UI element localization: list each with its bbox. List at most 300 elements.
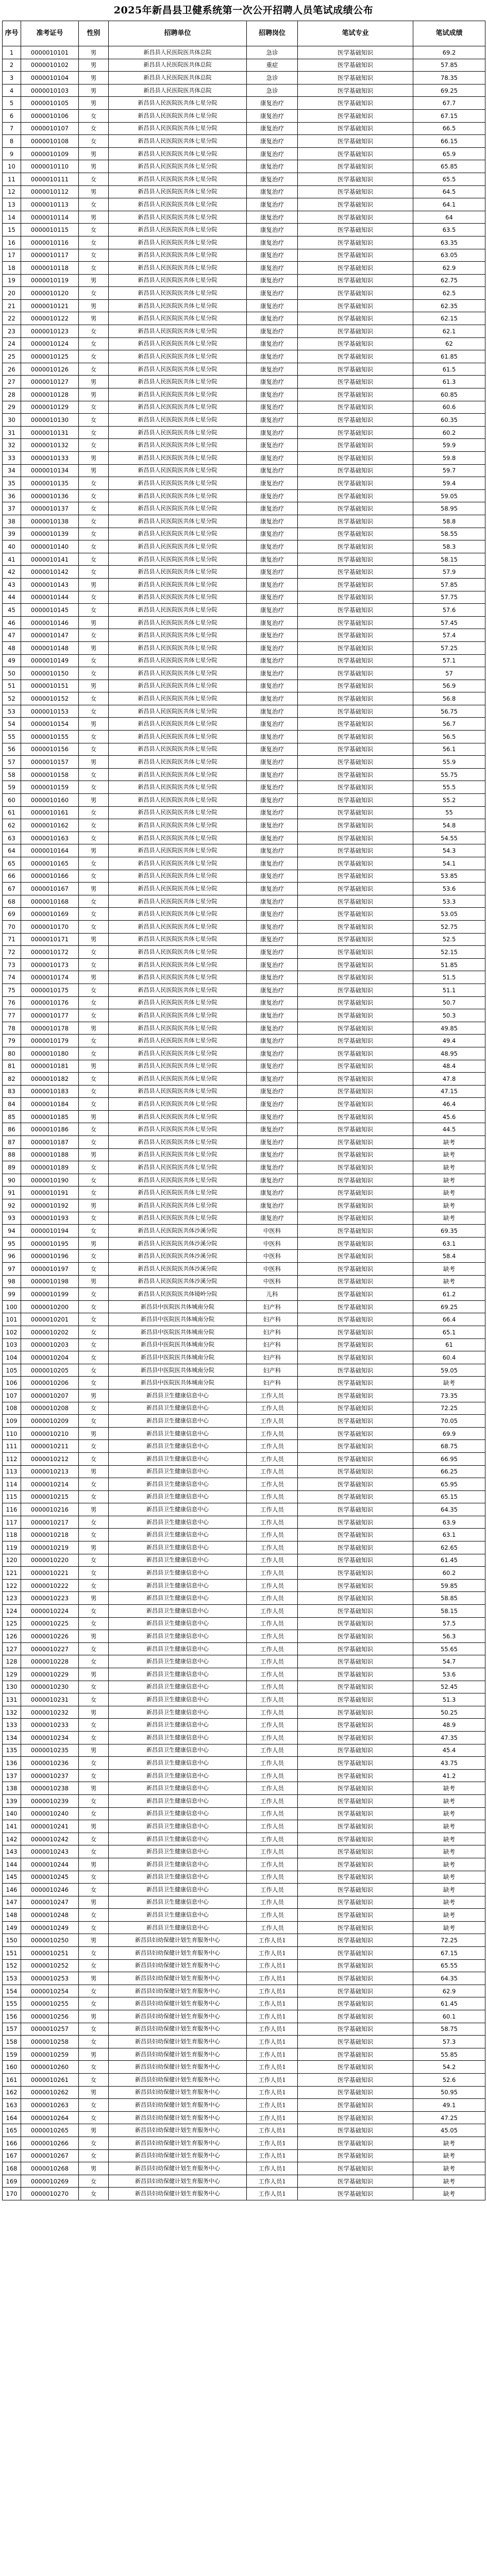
cell-ticket: 0000010102: [21, 59, 79, 72]
cell-gender: 男: [79, 274, 109, 287]
cell-subject: 医学基础知识: [298, 2036, 413, 2048]
cell-score: 43.75: [413, 1757, 485, 1770]
cell-gender: 男: [79, 794, 109, 807]
cell-unit: 新昌县人民医院医共体七星分院: [109, 376, 247, 388]
cell-gender: 女: [79, 1490, 109, 1503]
cell-index: 31: [3, 426, 21, 439]
cell-post: 工作人员1: [247, 1997, 298, 2010]
cell-score: 63.35: [413, 236, 485, 249]
cell-subject: 医学基础知识: [298, 414, 413, 427]
cell-gender: 女: [79, 1452, 109, 1465]
cell-post: 康复治疗: [247, 844, 298, 857]
cell-score: 60.4: [413, 1351, 485, 1364]
cell-subject: 医学基础知识: [298, 1060, 413, 1073]
cell-index: 165: [3, 2124, 21, 2137]
cell-gender: 女: [79, 515, 109, 528]
cell-ticket: 0000010166: [21, 870, 79, 883]
cell-gender: 女: [79, 2099, 109, 2112]
cell-score: 66.4: [413, 1313, 485, 1326]
cell-score: 缺考: [413, 1845, 485, 1858]
cell-subject: 医学基础知识: [298, 122, 413, 135]
cell-post: 工作人员1: [247, 2149, 298, 2162]
cell-score: 51.3: [413, 1693, 485, 1706]
cell-ticket: 0000010215: [21, 1490, 79, 1503]
cell-score: 55: [413, 806, 485, 819]
cell-ticket: 0000010154: [21, 718, 79, 731]
cell-subject: 医学基础知识: [298, 1807, 413, 1820]
cell-post: 康复治疗: [247, 160, 298, 173]
cell-unit: 新昌县人民医院医共体总院: [109, 46, 247, 59]
cell-unit: 新昌县卫生健康信息中心: [109, 1693, 247, 1706]
cell-subject: 医学基础知识: [298, 211, 413, 224]
cell-score: 56.9: [413, 680, 485, 692]
cell-post: 康复治疗: [247, 489, 298, 502]
table-row: [3, 2137, 485, 2149]
cell-ticket: 0000010187: [21, 1136, 79, 1149]
cell-ticket: 0000010147: [21, 629, 79, 642]
cell-score: 57.85: [413, 59, 485, 72]
cell-unit: 新昌县人民医院医共体七星分院: [109, 236, 247, 249]
cell-subject: 医学基础知识: [298, 337, 413, 350]
cell-index: 2: [3, 59, 21, 72]
cell-gender: 男: [79, 1503, 109, 1516]
cell-subject: 医学基础知识: [298, 832, 413, 844]
cell-post: 急诊: [247, 84, 298, 97]
table-row: [3, 2099, 485, 2112]
cell-subject: 医学基础知识: [298, 578, 413, 591]
cell-post: 妇产科: [247, 1351, 298, 1364]
cell-index: 148: [3, 1909, 21, 1922]
cell-index: 34: [3, 464, 21, 477]
table-row: [3, 1617, 485, 1630]
table-row: [3, 984, 485, 996]
cell-ticket: 0000010106: [21, 109, 79, 122]
cell-ticket: 0000010219: [21, 1541, 79, 1554]
cell-index: 169: [3, 2175, 21, 2188]
cell-gender: 男: [79, 1110, 109, 1123]
cell-index: 92: [3, 1199, 21, 1212]
table-row: [3, 515, 485, 528]
cell-gender: 女: [79, 806, 109, 819]
cell-subject: 医学基础知识: [298, 781, 413, 794]
table-row: [3, 1123, 485, 1136]
table-row: [3, 1972, 485, 1985]
cell-post: 工作人员: [247, 1592, 298, 1605]
cell-index: 160: [3, 2061, 21, 2074]
cell-index: 129: [3, 1668, 21, 1681]
cell-subject: 医学基础知识: [298, 1959, 413, 1972]
cell-ticket: 0000010157: [21, 756, 79, 769]
cell-post: 妇产科: [247, 1300, 298, 1313]
cell-score: 65.95: [413, 1478, 485, 1491]
cell-subject: 医学基础知识: [298, 616, 413, 629]
cell-unit: 新昌县卫生健康信息中心: [109, 1389, 247, 1402]
cell-score: 58.85: [413, 1592, 485, 1605]
cell-index: 93: [3, 1212, 21, 1225]
table-row: [3, 312, 485, 325]
cell-index: 170: [3, 2188, 21, 2200]
cell-ticket: 0000010111: [21, 173, 79, 185]
cell-index: 141: [3, 1820, 21, 1833]
cell-ticket: 0000010253: [21, 1972, 79, 1985]
table-row: [3, 1985, 485, 1997]
cell-unit: 新昌县人民医院医共体七星分院: [109, 718, 247, 731]
cell-ticket: 0000010114: [21, 211, 79, 224]
cell-score: 65.85: [413, 160, 485, 173]
cell-index: 55: [3, 731, 21, 743]
cell-ticket: 0000010191: [21, 1187, 79, 1199]
cell-subject: 医学基础知识: [298, 883, 413, 895]
cell-subject: 医学基础知识: [298, 1110, 413, 1123]
cell-ticket: 0000010178: [21, 1022, 79, 1035]
cell-post: 康复治疗: [247, 211, 298, 224]
table-row: [3, 1959, 485, 1972]
cell-score: 缺考: [413, 1794, 485, 1807]
cell-unit: 新昌县人民医院医共体七星分院: [109, 920, 247, 933]
cell-ticket: 0000010141: [21, 553, 79, 566]
table-row: [3, 1642, 485, 1655]
cell-score: 62.65: [413, 1541, 485, 1554]
cell-gender: 男: [79, 2124, 109, 2137]
cell-ticket: 0000010209: [21, 1415, 79, 1428]
cell-unit: 新昌县人民医院医共体七星分院: [109, 147, 247, 160]
cell-unit: 新昌县人民医院医共体七星分院: [109, 1110, 247, 1123]
table-row: [3, 1807, 485, 1820]
cell-unit: 新昌县人民医院医共体七星分院: [109, 743, 247, 756]
cell-post: 急诊: [247, 46, 298, 59]
cell-subject: 医学基础知识: [298, 1858, 413, 1871]
cell-score: 65.5: [413, 173, 485, 185]
cell-unit: 新昌县人民医院医共体七星分院: [109, 198, 247, 211]
cell-post: 康复治疗: [247, 224, 298, 236]
cell-post: 康复治疗: [247, 1174, 298, 1187]
cell-score: 61: [413, 1338, 485, 1351]
cell-post: 工作人员1: [247, 2048, 298, 2061]
cell-index: 130: [3, 1681, 21, 1693]
cell-gender: 男: [79, 2048, 109, 2061]
cell-unit: 新昌县人民医院医共体七星分院: [109, 211, 247, 224]
cell-gender: 女: [79, 1617, 109, 1630]
cell-gender: 女: [79, 1529, 109, 1541]
cell-post: 康复治疗: [247, 933, 298, 946]
cell-post: 工作人员: [247, 1668, 298, 1681]
cell-ticket: 0000010137: [21, 502, 79, 515]
cell-unit: 新昌县人民医院医共体七星分院: [109, 1123, 247, 1136]
cell-unit: 新昌县人民医院医共体沙溪分院: [109, 1237, 247, 1250]
cell-gender: 女: [79, 1288, 109, 1301]
cell-ticket: 0000010125: [21, 350, 79, 363]
cell-subject: 医学基础知识: [298, 1009, 413, 1022]
cell-index: 17: [3, 249, 21, 262]
cell-score: 64: [413, 211, 485, 224]
table-row: [3, 1579, 485, 1592]
cell-ticket: 0000010107: [21, 122, 79, 135]
table-row: [3, 287, 485, 300]
cell-subject: 医学基础知识: [298, 1845, 413, 1858]
cell-post: 工作人员: [247, 1529, 298, 1541]
cell-post: 中医科: [247, 1275, 298, 1288]
cell-gender: 女: [79, 1047, 109, 1060]
cell-ticket: 0000010136: [21, 489, 79, 502]
cell-subject: 医学基础知识: [298, 1187, 413, 1199]
cell-unit: 新昌县人民医院医共体总院: [109, 59, 247, 72]
cell-gender: 女: [79, 1871, 109, 1884]
cell-score: 52.5: [413, 933, 485, 946]
cell-unit: 新昌县人民医院医共体沙溪分院: [109, 1263, 247, 1276]
table-row: [3, 414, 485, 427]
cell-ticket: 0000010260: [21, 2061, 79, 2074]
cell-index: 50: [3, 667, 21, 680]
cell-index: 21: [3, 299, 21, 312]
cell-subject: 医学基础知识: [298, 1985, 413, 1997]
cell-score: 66.25: [413, 1465, 485, 1478]
table-row: [3, 1947, 485, 1960]
cell-gender: 男: [79, 1465, 109, 1478]
cell-subject: 医学基础知识: [298, 1225, 413, 1238]
cell-ticket: 0000010205: [21, 1364, 79, 1377]
cell-subject: 医学基础知识: [298, 1947, 413, 1960]
cell-index: 56: [3, 743, 21, 756]
cell-unit: 新昌县人民医院医共体沙溪分院: [109, 1225, 247, 1238]
cell-post: 工作人员: [247, 1478, 298, 1491]
cell-ticket: 0000010255: [21, 1997, 79, 2010]
cell-post: 工作人员: [247, 1655, 298, 1668]
cell-gender: 男: [79, 376, 109, 388]
cell-ticket: 0000010221: [21, 1567, 79, 1580]
cell-post: 工作人员1: [247, 2086, 298, 2099]
cell-score: 69.9: [413, 1427, 485, 1440]
cell-ticket: 0000010120: [21, 287, 79, 300]
cell-post: 康复治疗: [247, 388, 298, 401]
table-row: [3, 211, 485, 224]
cell-score: 64.5: [413, 185, 485, 198]
cell-subject: 医学基础知识: [298, 895, 413, 908]
cell-unit: 新昌县人民医院医共体总院: [109, 72, 247, 84]
cell-gender: 女: [79, 1351, 109, 1364]
cell-score: 缺考: [413, 1909, 485, 1922]
cell-gender: 男: [79, 1896, 109, 1909]
cell-unit: 新昌县人民医院医共体七星分院: [109, 794, 247, 807]
cell-gender: 女: [79, 1845, 109, 1858]
cell-score: 64.35: [413, 1972, 485, 1985]
cell-gender: 女: [79, 1997, 109, 2010]
cell-index: 168: [3, 2162, 21, 2175]
cell-post: 康复治疗: [247, 1098, 298, 1111]
table-row: [3, 135, 485, 148]
cell-subject: 医学基础知识: [298, 287, 413, 300]
cell-post: 中医科: [247, 1263, 298, 1276]
cell-index: 41: [3, 553, 21, 566]
cell-index: 89: [3, 1161, 21, 1174]
page-title: 2025年新昌县卫健系统第一次公开招聘人员笔试成绩公布: [113, 5, 374, 16]
cell-score: 44.5: [413, 1123, 485, 1136]
cell-index: 11: [3, 173, 21, 185]
cell-ticket: 0000010130: [21, 414, 79, 427]
cell-gender: 男: [79, 756, 109, 769]
cell-post: 工作人员: [247, 1465, 298, 1478]
table-row: [3, 1655, 485, 1668]
cell-gender: 女: [79, 2061, 109, 2074]
cell-gender: 男: [79, 211, 109, 224]
cell-unit: 新昌县卫生健康信息中心: [109, 1541, 247, 1554]
table-row: [3, 337, 485, 350]
cell-post: 康复治疗: [247, 464, 298, 477]
cell-post: 工作人员1: [247, 1985, 298, 1997]
cell-unit: 新昌县卫生健康信息中心: [109, 1630, 247, 1643]
cell-subject: 医学基础知识: [298, 2048, 413, 2061]
cell-index: 57: [3, 756, 21, 769]
cell-gender: 女: [79, 1364, 109, 1377]
cell-ticket: 0000010109: [21, 147, 79, 160]
cell-gender: 女: [79, 1921, 109, 1934]
cell-subject: 医学基础知识: [298, 731, 413, 743]
cell-unit: 新昌县人民医院医共体七星分院: [109, 274, 247, 287]
cell-unit: 新昌县卫生健康信息中心: [109, 1655, 247, 1668]
cell-index: 4: [3, 84, 21, 97]
cell-ticket: 0000010226: [21, 1630, 79, 1643]
table-row: [3, 1060, 485, 1073]
cell-score: 59.85: [413, 1579, 485, 1592]
cell-gender: 男: [79, 1427, 109, 1440]
cell-index: 1: [3, 46, 21, 59]
cell-post: 康复治疗: [247, 1161, 298, 1174]
cell-post: 工作人员: [247, 1884, 298, 1896]
cell-score: 63.9: [413, 1516, 485, 1529]
cell-index: 23: [3, 325, 21, 338]
cell-post: 康复治疗: [247, 249, 298, 262]
table-row: [3, 1402, 485, 1415]
cell-gender: 女: [79, 996, 109, 1009]
cell-score: 51.85: [413, 958, 485, 971]
cell-score: 缺考: [413, 1148, 485, 1161]
cell-score: 58.8: [413, 515, 485, 528]
cell-ticket: 0000010201: [21, 1313, 79, 1326]
cell-unit: 新昌县卫生健康信息中心: [109, 1884, 247, 1896]
cell-ticket: 0000010261: [21, 2074, 79, 2087]
cell-score: 56.7: [413, 718, 485, 731]
cell-gender: 女: [79, 958, 109, 971]
cell-index: 53: [3, 705, 21, 718]
cell-gender: 女: [79, 540, 109, 553]
cell-ticket: 0000010195: [21, 1237, 79, 1250]
cell-post: 工作人员1: [247, 2175, 298, 2188]
table-row: [3, 832, 485, 844]
cell-ticket: 0000010268: [21, 2162, 79, 2175]
cell-post: 工作人员1: [247, 2023, 298, 2036]
table-row: [3, 1161, 485, 1174]
cell-unit: 新昌县人民医院医共体七星分院: [109, 680, 247, 692]
cell-subject: 医学基础知识: [298, 515, 413, 528]
cell-gender: 女: [79, 287, 109, 300]
table-row: [3, 1364, 485, 1377]
cell-post: 康复治疗: [247, 1136, 298, 1149]
cell-unit: 新昌县妇幼保健计划生育服务中心: [109, 1934, 247, 1947]
cell-gender: 男: [79, 718, 109, 731]
table-row: [3, 1351, 485, 1364]
cell-post: 康复治疗: [247, 337, 298, 350]
cell-index: 112: [3, 1452, 21, 1465]
cell-subject: 医学基础知识: [298, 1503, 413, 1516]
cell-post: 康复治疗: [247, 325, 298, 338]
cell-gender: 女: [79, 2111, 109, 2124]
cell-score: 缺考: [413, 2137, 485, 2149]
cell-index: 3: [3, 72, 21, 84]
table-row: [3, 908, 485, 921]
cell-post: 工作人员: [247, 1630, 298, 1643]
cell-post: 康复治疗: [247, 971, 298, 984]
cell-gender: 女: [79, 2188, 109, 2200]
cell-ticket: 0000010112: [21, 185, 79, 198]
table-row: [3, 299, 485, 312]
cell-post: 康复治疗: [247, 502, 298, 515]
table-row: [3, 1757, 485, 1770]
cell-unit: 新昌县人民医院医共体七星分院: [109, 578, 247, 591]
cell-post: 康复治疗: [247, 1212, 298, 1225]
cell-subject: 医学基础知识: [298, 84, 413, 97]
cell-subject: 医学基础知识: [298, 1338, 413, 1351]
cell-unit: 新昌县人民医院医共体七星分院: [109, 363, 247, 376]
table-row: [3, 401, 485, 414]
cell-score: 54.8: [413, 819, 485, 832]
cell-index: 39: [3, 528, 21, 540]
cell-index: 9: [3, 147, 21, 160]
table-row: [3, 1452, 485, 1465]
cell-score: 61.5: [413, 363, 485, 376]
cell-index: 24: [3, 337, 21, 350]
cell-score: 59.7: [413, 464, 485, 477]
table-row: [3, 477, 485, 490]
cell-unit: 新昌县人民医院医共体七星分院: [109, 401, 247, 414]
cell-unit: 新昌县人民医院医共体七星分院: [109, 667, 247, 680]
cell-ticket: 0000010151: [21, 680, 79, 692]
cell-post: 工作人员: [247, 1541, 298, 1554]
cell-subject: 医学基础知识: [298, 1668, 413, 1681]
cell-score: 50.3: [413, 1009, 485, 1022]
table-row: [3, 857, 485, 870]
cell-unit: 新昌县人民医院医共体七星分院: [109, 629, 247, 642]
cell-score: 49.4: [413, 1035, 485, 1047]
cell-index: 15: [3, 224, 21, 236]
cell-gender: 女: [79, 1440, 109, 1453]
cell-ticket: 0000010223: [21, 1592, 79, 1605]
cell-score: 56.3: [413, 1630, 485, 1643]
cell-ticket: 0000010262: [21, 2086, 79, 2099]
cell-ticket: 0000010249: [21, 1921, 79, 1934]
cell-gender: 女: [79, 1605, 109, 1618]
cell-score: 54.3: [413, 844, 485, 857]
table-row: [3, 591, 485, 604]
cell-subject: 医学基础知识: [298, 1630, 413, 1643]
table-row: [3, 1478, 485, 1491]
cell-subject: 医学基础知识: [298, 1541, 413, 1554]
cell-post: 工作人员: [247, 1820, 298, 1833]
cell-gender: 男: [79, 2086, 109, 2099]
cell-subject: 医学基础知识: [298, 1452, 413, 1465]
cell-post: 重症: [247, 59, 298, 72]
cell-index: 29: [3, 401, 21, 414]
cell-score: 61.3: [413, 376, 485, 388]
cell-unit: 新昌县人民医院医共体七星分院: [109, 654, 247, 667]
cell-score: 缺考: [413, 1199, 485, 1212]
cell-ticket: 0000010128: [21, 388, 79, 401]
cell-index: 44: [3, 591, 21, 604]
cell-post: 工作人员: [247, 1642, 298, 1655]
cell-score: 52.15: [413, 946, 485, 959]
cell-subject: 医学基础知识: [298, 1719, 413, 1732]
cell-subject: 医学基础知识: [298, 1592, 413, 1605]
cell-gender: 女: [79, 1579, 109, 1592]
cell-gender: 男: [79, 464, 109, 477]
